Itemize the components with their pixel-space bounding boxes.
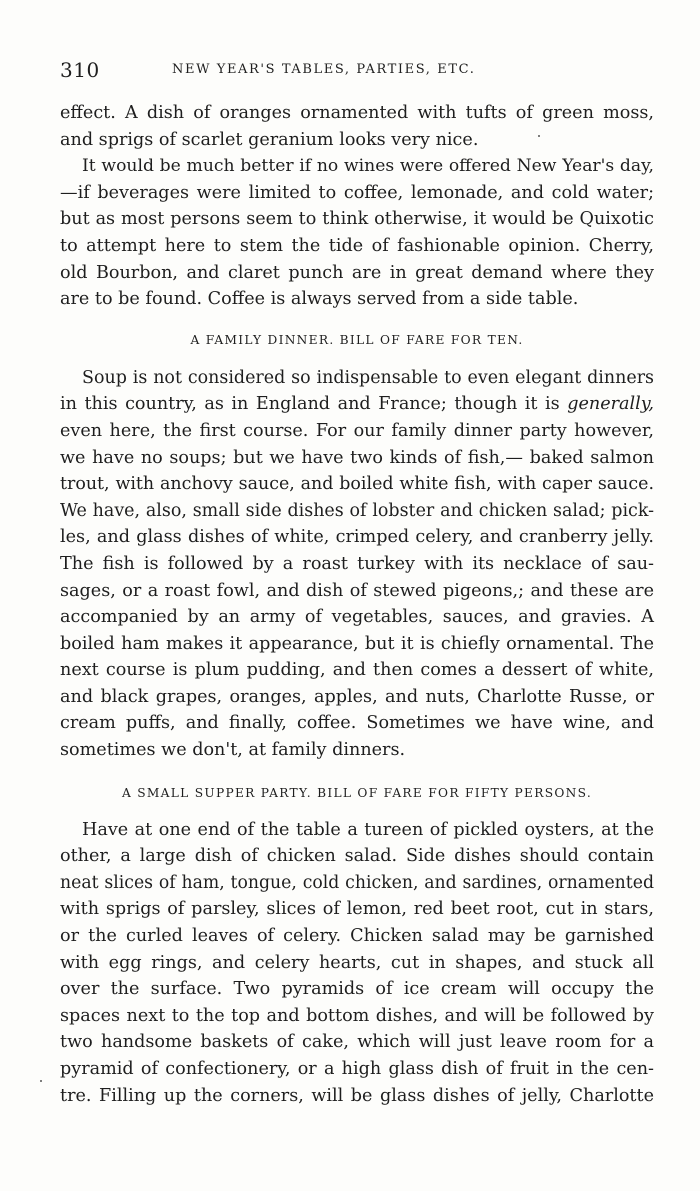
text-line: Soup is not considered so indispensable to even elegant dinners xyxy=(82,367,654,388)
ink-speck xyxy=(40,1080,42,1082)
section-heading-family-dinner: A FAMILY DINNER. BILL OF FARE FOR TEN. xyxy=(190,332,524,347)
running-title: NEW YEAR'S TABLES, PARTIES, ETC. xyxy=(172,62,476,77)
running-head xyxy=(60,58,654,88)
text-fragment: in this country, as in England and France; though it is xyxy=(60,394,560,415)
text-line: trout, with anchovy sauce, and boiled white fish, with caper sauce. xyxy=(60,474,654,495)
page-number: 310 xyxy=(60,58,100,82)
text-line: over the surface. Two pyramids of ice cream will occupy the xyxy=(60,979,654,1000)
text-line: and black grapes, oranges, apples, and nuts, Charlotte Russe, or xyxy=(60,686,654,707)
text-line: It would be much better if no wines were offered New Year's day, xyxy=(82,156,654,177)
text-line: we have no soups; but we have two kinds of fish,— baked salmon xyxy=(60,447,654,468)
text-line: with sprigs of parsley, slices of lemon, red beet root, cut in stars, xyxy=(60,899,654,920)
text-line: or the curled leaves of celery. Chicken salad may be garnished xyxy=(60,926,654,947)
text-line: other, a large dish of chicken salad. Side dishes should contain xyxy=(60,846,654,867)
paragraph-oranges xyxy=(60,100,654,153)
text-line: are to be found. Coffee is always served from a side table. xyxy=(60,289,579,310)
text-line: —if beverages were limited to coffee, lemonade, and cold water; xyxy=(60,182,654,203)
text-line: and sprigs of scarlet geranium looks very nice. xyxy=(60,129,479,150)
text-line: Have at one end of the table a tureen of pickled oysters, at the xyxy=(82,819,654,840)
text-line: pyramid of confectionery, or a high glass dish of fruit in the cen- xyxy=(60,1059,654,1079)
text-line: to attempt here to stem the tide of fashionable opinion. Cherry, xyxy=(60,235,654,256)
text-line: neat slices of ham, tongue, cold chicken, and sardines, ornamented xyxy=(60,872,654,893)
italic-word: generally, xyxy=(567,394,654,415)
text-line: with egg rings, and celery hearts, cut in shapes, and stuck all xyxy=(60,952,654,973)
text-line: We have, also, small side dishes of lobster and chicken salad; pick- xyxy=(60,500,654,521)
section-heading-supper-party: A SMALL SUPPER PARTY. BILL OF FARE FOR FIFTY PERSONS. xyxy=(121,785,593,800)
ink-speck xyxy=(538,135,540,137)
text-line: cream puffs, and finally, coffee. Sometimes we have wine, and xyxy=(60,713,654,734)
text-line: les, and glass dishes of white, crimped celery, and cranberry jelly. xyxy=(60,527,654,548)
text-line: sometimes we don't, at family dinners. xyxy=(60,740,406,761)
text-line: boiled ham makes it appearance, but it is chiefly ornamental. The xyxy=(60,633,654,654)
text-line: next course is plum pudding, and then comes a dessert of white, xyxy=(60,660,654,681)
paragraph-family-dinner xyxy=(60,365,654,764)
book-page xyxy=(60,58,654,1109)
opening-text xyxy=(60,100,654,313)
text-line: The fish is followed by a roast turkey with its necklace of sau- xyxy=(60,553,654,574)
text-line: even here, the first course. For our family dinner party however, xyxy=(60,420,654,441)
text-line: tre. Filling up the corners, will be glass dishes of jelly, Charlotte xyxy=(60,1085,654,1106)
text-line: sages, or a roast fowl, and dish of stewed pigeons,; and these are xyxy=(60,580,654,601)
text-line: two handsome baskets of cake, which will just leave room for a xyxy=(60,1032,654,1053)
text-line: effect. A dish of oranges ornamented with tufts of green moss, xyxy=(60,103,654,123)
text-line: but as most persons seem to think otherwise, it would be Quixotic xyxy=(60,209,654,230)
text-line: spaces next to the top and bottom dishes, and will be followed by xyxy=(60,1005,654,1026)
text-line: accompanied by an army of vegetables, sauces, and gravies. A xyxy=(60,607,654,628)
paragraph-supper-party xyxy=(60,817,654,1110)
text-line xyxy=(60,391,654,418)
text-line: old Bourbon, and claret punch are in great demand where they xyxy=(60,262,654,283)
paragraph-wines xyxy=(60,153,654,313)
